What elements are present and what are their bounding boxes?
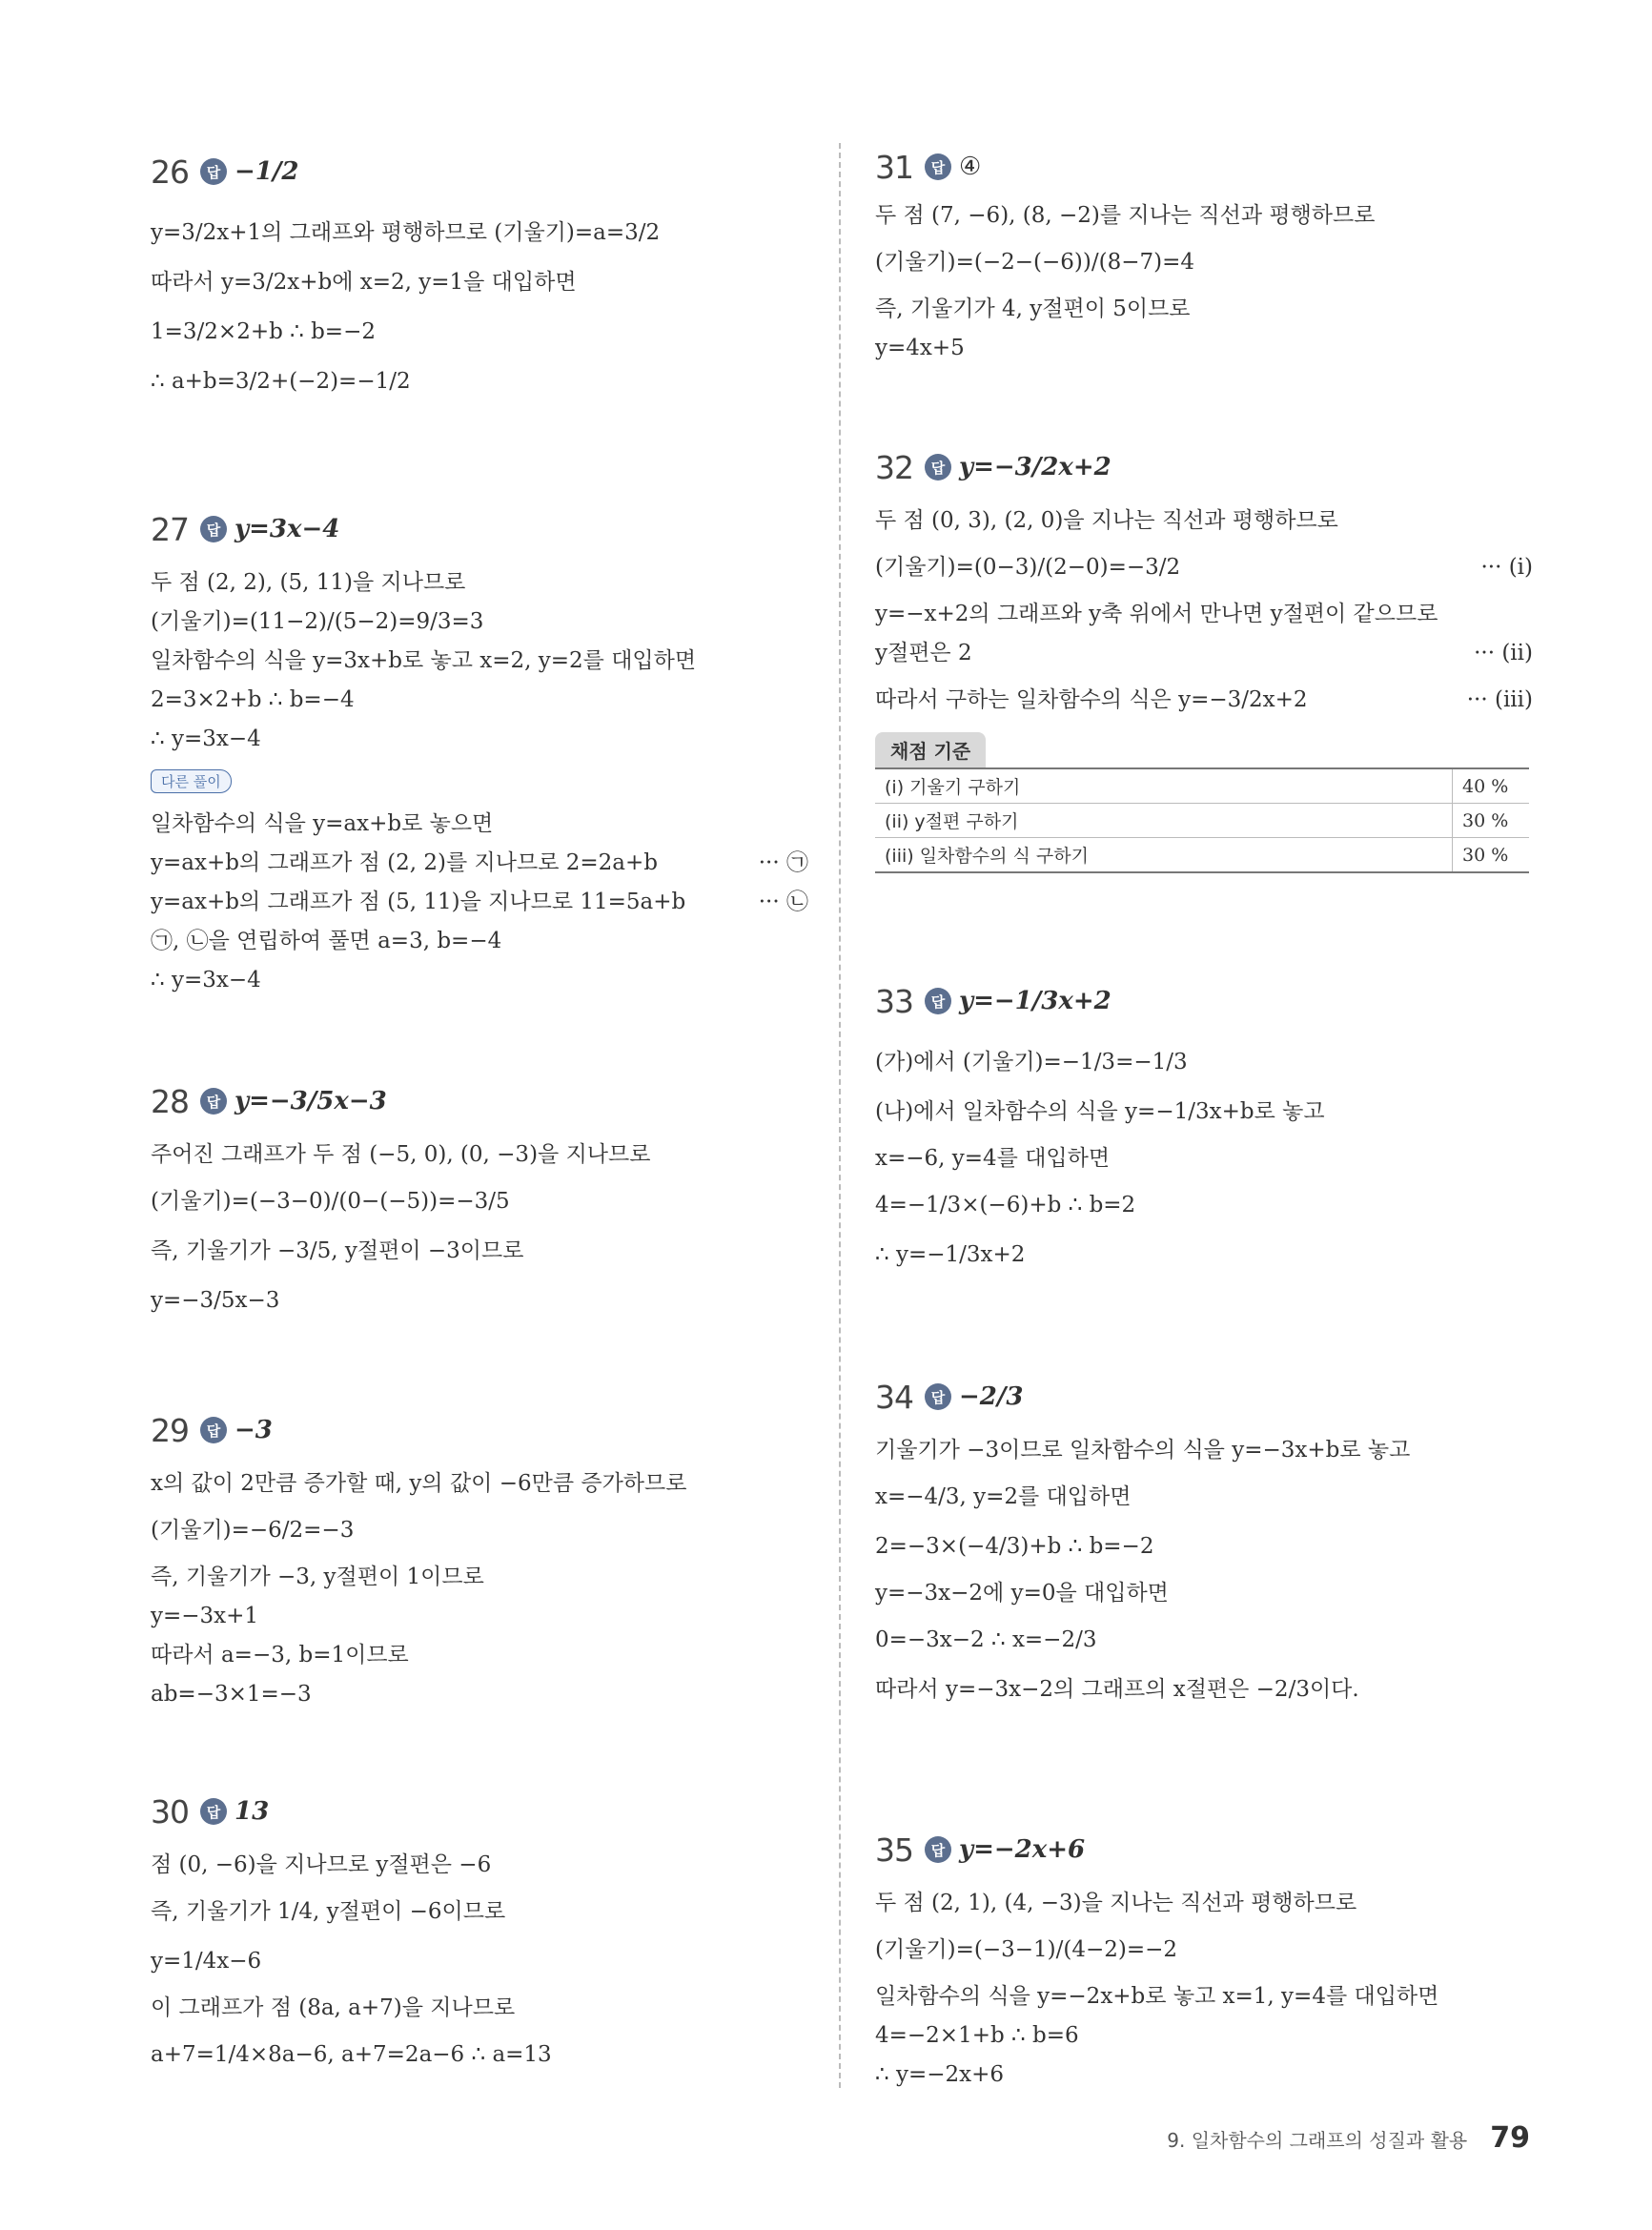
grading-title: 채점 기준 [875, 732, 986, 767]
alt-line [151, 809, 808, 838]
problem-30 [151, 1783, 808, 2087]
solution-line: y=4x+5 [875, 336, 965, 360]
problem-number: 27 [151, 510, 189, 548]
answer-badge: 답 [925, 1383, 951, 1410]
page-footer [1167, 2121, 1530, 2155]
answer: y=−3/2x+2 [959, 453, 1112, 481]
alt-line [151, 888, 808, 916]
line-tag: ··· (iii) [1466, 687, 1533, 712]
solution-line: ∴ y=−1/3x+2 [875, 1242, 1026, 1267]
chapter-title: 9. 일차함수의 그래프의 성질과 활용 [1167, 2129, 1468, 2152]
problem-number: 28 [151, 1082, 189, 1120]
solution-line: 기울기가 −3이므로 일차함수의 식을 y=−3x+b로 놓고 [875, 1438, 1411, 1463]
answer: ④ [959, 153, 982, 181]
alt-line-text: y=ax+b의 그래프가 점 (5, 11)을 지나므로 11=5a+b [151, 890, 686, 914]
answer: −1/2 [235, 157, 299, 186]
line-text: 두 점 (0, 3), (2, 0)을 지나는 직선과 평행하므로 [875, 508, 1338, 533]
problem-27 [151, 501, 808, 1005]
alt-line [151, 849, 808, 877]
solution-line: y=3/2x+1의 그래프와 평행하므로 (기울기)=a=3/2 [151, 220, 661, 245]
answer-badge: 답 [200, 1417, 227, 1443]
problem-35 [875, 1821, 1533, 2099]
answer-badge: 답 [200, 1798, 227, 1825]
grading-item: (ii) y절편 구하기 [875, 804, 1453, 838]
answer: 13 [235, 1797, 270, 1826]
table-row [875, 768, 1529, 804]
solution-line: 점 (0, −6)을 지나므로 y절편은 −6 [151, 1852, 492, 1877]
answer: −2/3 [959, 1382, 1024, 1411]
answer-badge: 답 [925, 153, 951, 180]
solution-line: 2=−3×(−4/3)+b ∴ b=−2 [875, 1534, 1154, 1559]
solution-line: (기울기)=(11−2)/(5−2)=9/3=3 [151, 609, 484, 634]
problem-number: 33 [875, 982, 913, 1020]
alt-line-text: 일차함수의 식을 y=ax+b로 놓으면 [151, 811, 494, 836]
solution-line: (기울기)=(−3−0)/(0−(−5))=−3/5 [151, 1189, 510, 1214]
solution-line: x의 값이 2만큼 증가할 때, y의 값이 −6만큼 증가하므로 [151, 1471, 687, 1496]
page-number: 79 [1490, 2121, 1530, 2155]
answer-badge: 답 [200, 516, 227, 542]
solution-line: 0=−3x−2 ∴ x=−2/3 [875, 1627, 1097, 1652]
solution-line: x=−4/3, y=2를 대입하면 [875, 1484, 1132, 1509]
problem-number: 34 [875, 1378, 913, 1416]
problem-33 [875, 972, 1533, 1287]
grading-criteria [875, 732, 1533, 873]
alt-line [151, 966, 808, 994]
solution-line [875, 550, 1533, 584]
grading-pct: 40 % [1453, 768, 1530, 804]
answer: y=−1/3x+2 [959, 987, 1112, 1015]
problem-29 [151, 1401, 808, 1719]
alt-line-tag: ··· ㉡ [758, 890, 808, 914]
problem-number: 30 [151, 1792, 189, 1831]
solution-line: (나)에서 일차함수의 식을 y=−1/3x+b로 놓고 [875, 1099, 1325, 1124]
problem-number: 26 [151, 153, 189, 191]
solution-line: 즉, 기울기가 1/4, y절편이 −6이므로 [151, 1899, 506, 1924]
grading-item: (i) 기울기 구하기 [875, 768, 1453, 804]
alt-line-tag: ··· ㉠ [758, 850, 808, 875]
solution-line [875, 506, 1533, 535]
solution-line: 두 점 (2, 1), (4, −3)을 지나는 직선과 평행하므로 [875, 1891, 1357, 1915]
problem-number: 31 [875, 148, 913, 186]
line-tag: ··· (ii) [1474, 641, 1533, 665]
solution-line: y=−3x−2에 y=0을 대입하면 [875, 1581, 1169, 1606]
solution-line: x=−6, y=4를 대입하면 [875, 1146, 1111, 1171]
answer-badge: 답 [925, 1836, 951, 1863]
problem-31 [875, 143, 1533, 373]
line-text: y=−x+2의 그래프와 y축 위에서 만나면 y절편이 같으므로 [875, 602, 1438, 626]
grading-pct: 30 % [1453, 838, 1530, 873]
answer: y=−2x+6 [959, 1835, 1086, 1864]
line-text: (기울기)=(0−3)/(2−0)=−3/2 [875, 555, 1181, 580]
problem-32 [875, 439, 1533, 873]
solution-line: ab=−3×1=−3 [151, 1682, 312, 1707]
alt-line [151, 927, 808, 955]
solution-line: ∴ a+b=3/2+(−2)=−1/2 [151, 369, 411, 394]
alt-line-text: ㉠, ㉡을 연립하여 풀면 a=3, b=−4 [151, 929, 502, 953]
alt-solution-badge: 다른 풀이 [151, 769, 232, 793]
solution-line: 주어진 그래프가 두 점 (−5, 0), (0, −3)을 지나므로 [151, 1142, 651, 1167]
answer-badge: 답 [200, 158, 227, 185]
solution-line: 두 점 (2, 2), (5, 11)을 지나므로 [151, 570, 466, 595]
line-text: y절편은 2 [875, 641, 972, 665]
solution-line: 즉, 기울기가 4, y절편이 5이므로 [875, 297, 1191, 321]
solution-line: 일차함수의 식을 y=3x+b로 놓고 x=2, y=2를 대입하면 [151, 648, 697, 673]
solution-line: (가)에서 (기울기)=−1/3=−1/3 [875, 1050, 1188, 1074]
solution-line: (기울기)=(−2−(−6))/(8−7)=4 [875, 250, 1194, 275]
answer: y=−3/5x−3 [235, 1087, 387, 1115]
solution-line [875, 600, 1533, 628]
solution-line: 1=3/2×2+b ∴ b=−2 [151, 319, 376, 344]
solution-line: 따라서 a=−3, b=1이므로 [151, 1643, 409, 1667]
grading-pct: 30 % [1453, 804, 1530, 838]
answer: −3 [235, 1416, 273, 1444]
solution-line: 4=−1/3×(−6)+b ∴ b=2 [875, 1193, 1136, 1217]
table-row [875, 804, 1529, 838]
solution-line: ∴ y=−2x+6 [875, 2062, 1004, 2087]
solution-line: 이 그래프가 점 (8a, a+7)을 지나므로 [151, 1995, 516, 2020]
solution-line: 즉, 기울기가 −3, y절편이 1이므로 [151, 1565, 484, 1589]
solution-line: 따라서 y=−3x−2의 그래프의 x절편은 −2/3이다. [875, 1677, 1359, 1702]
solution-line: 일차함수의 식을 y=−2x+b로 놓고 x=1, y=4를 대입하면 [875, 1984, 1439, 2009]
grading-table [875, 767, 1529, 873]
alt-line-text: y=ax+b의 그래프가 점 (2, 2)를 지나므로 2=2a+b [151, 850, 658, 875]
problem-number: 29 [151, 1411, 189, 1449]
column-divider [839, 143, 841, 2088]
solution-line: 따라서 y=3/2x+b에 x=2, y=1을 대입하면 [151, 270, 577, 295]
grading-item: (iii) 일차함수의 식 구하기 [875, 838, 1453, 873]
solution-line: (기울기)=−6/2=−3 [151, 1518, 355, 1543]
answer-badge: 답 [925, 454, 951, 481]
solution-line: 두 점 (7, −6), (8, −2)를 지나는 직선과 평행하므로 [875, 203, 1376, 228]
answer-badge: 답 [925, 988, 951, 1014]
solution-line [875, 639, 1533, 667]
solution-line: (기울기)=(−3−1)/(4−2)=−2 [875, 1937, 1178, 1962]
solution-line: 즉, 기울기가 −3/5, y절편이 −3이므로 [151, 1238, 524, 1263]
problem-number: 32 [875, 448, 913, 486]
answer-badge: 답 [200, 1088, 227, 1115]
alt-line-text: ∴ y=3x−4 [151, 968, 261, 992]
answer: y=3x−4 [235, 515, 340, 543]
solution-line: y=−3/5x−3 [151, 1288, 280, 1313]
problem-34 [875, 1368, 1533, 1722]
solution-line: a+7=1/4×8a−6, a+7=2a−6 ∴ a=13 [151, 2042, 552, 2067]
table-row [875, 838, 1529, 873]
problem-number: 35 [875, 1831, 913, 1869]
line-text: 따라서 구하는 일차함수의 식은 y=−3/2x+2 [875, 687, 1308, 712]
solution-line: ∴ y=3x−4 [151, 726, 261, 751]
solution-line: y=−3x+1 [151, 1604, 259, 1628]
problem-28 [151, 1073, 808, 1333]
solution-line [875, 683, 1533, 717]
problem-26 [151, 143, 808, 414]
solution-line: 4=−2×1+b ∴ b=6 [875, 2023, 1079, 2048]
solution-line: 2=3×2+b ∴ b=−4 [151, 687, 355, 712]
solution-line: y=1/4x−6 [151, 1949, 262, 1974]
line-tag: ··· (i) [1480, 555, 1533, 580]
